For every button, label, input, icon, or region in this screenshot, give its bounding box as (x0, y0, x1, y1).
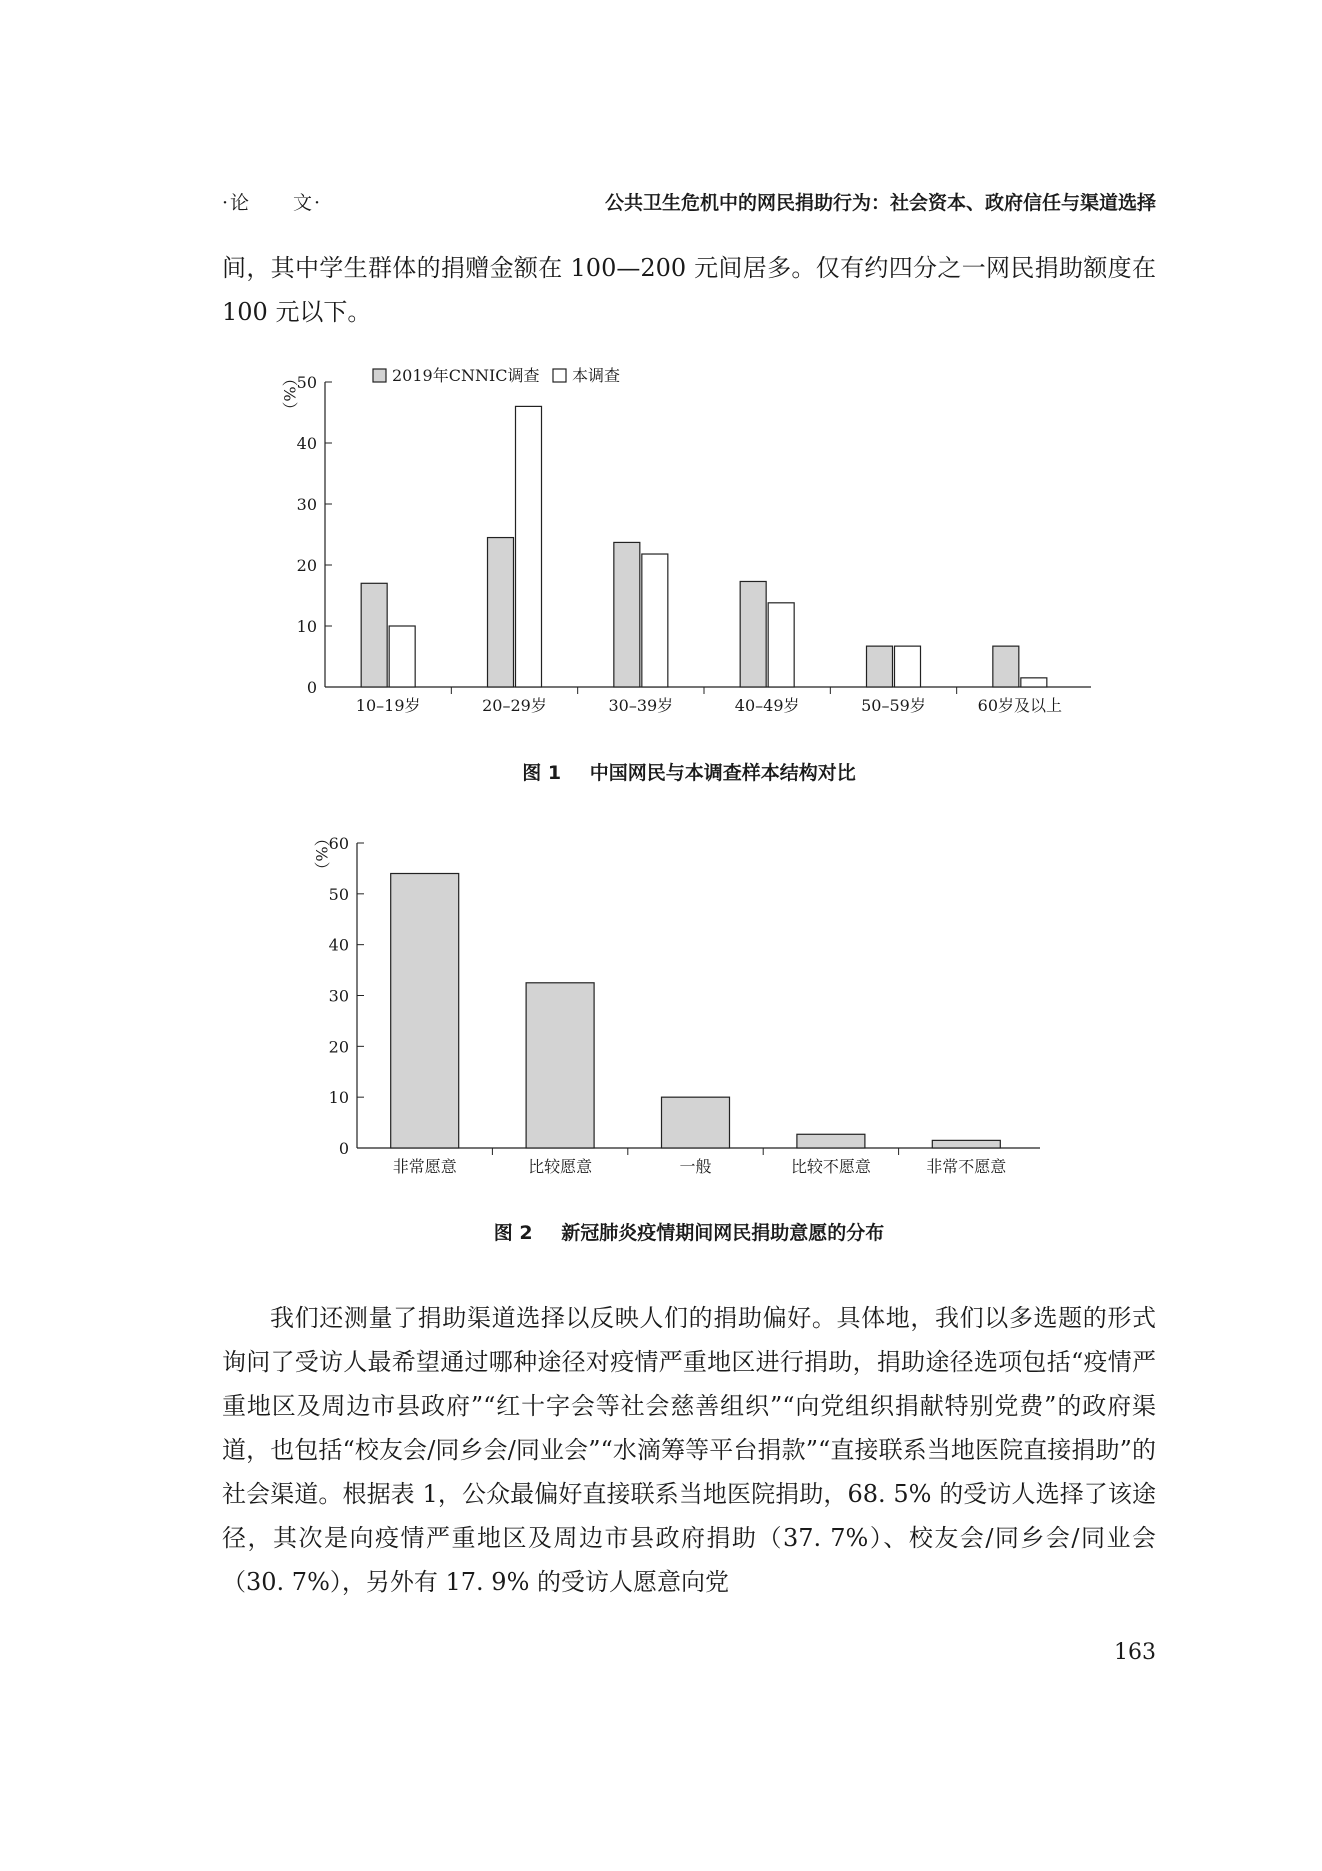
x-tick-label: 30–39岁 (608, 696, 674, 715)
y-tick-label: 20 (328, 1037, 349, 1057)
legend-label-survey: 本调查 (572, 366, 621, 385)
x-tick-label: 50–59岁 (861, 696, 926, 715)
bar (932, 1140, 1000, 1148)
x-tick-label: 10–19岁 (355, 696, 421, 715)
y-tick-label: 60 (328, 834, 349, 853)
bar (797, 1134, 865, 1148)
y-tick-label: 50 (328, 884, 349, 904)
y-tick-label: 40 (328, 935, 349, 955)
paragraph-2: 我们还测量了捐助渠道选择以反映人们的捐助偏好。具体地，我们以多选题的形式询问了受访人最希望通过哪种途径对疫情严重地区进行捐助，捐助途径选项包括“疫情严重地区及周边市县政府”“红十字会等社会慈善组织”“向党组织捐献特别党费”的政府渠道，也包括“校友会/同乡会/同业会”“水滴筹等平台捐款”“直接联系当地医院直接捐助”的社会渠道。根据表 1，公众最偏好直接联系当地医院捐助，68. 5% 的受访人选择了该途径，其次是向疫情严重地区及周边市县政府捐助（37. 7%）、校友会/同乡会/同业会（30. 7%），另外有 17. 9% 的受访人愿意向党 (222, 1304, 1156, 1596)
x-tick-label: 比较愿意 (528, 1157, 593, 1176)
y-tick-label: 30 (296, 495, 317, 514)
bar (662, 1097, 730, 1148)
y-tick-label: 50 (296, 373, 317, 392)
figure-1-title: 中国网民与本调查样本结构对比 (589, 762, 856, 784)
y-tick-label: 0 (338, 1139, 349, 1158)
paragraph-1: 间，其中学生群体的捐赠金额在 100—200 元间居多。仅有约四分之一网民捐助额度在 100 元以下。 (222, 254, 1156, 326)
y-axis-label: （%） (312, 830, 331, 878)
x-tick-label: 非常愿意 (392, 1157, 457, 1176)
running-title: 公共卫生危机中的网民捐助行为：社会资本、政府信任与渠道选择 (604, 192, 1156, 214)
y-tick-label: 30 (328, 986, 349, 1006)
x-tick-label: 非常不愿意 (926, 1157, 1007, 1176)
y-tick-label: 0 (306, 678, 317, 697)
x-tick-label: 60岁及以上 (977, 696, 1063, 715)
y-axis-label: （%） (280, 370, 299, 418)
legend-label-cnnic: 2019年CNNIC调查 (392, 366, 540, 385)
bar (526, 983, 594, 1148)
x-tick-label: 一般 (679, 1157, 712, 1176)
figure-2-number: 图 2 (493, 1222, 533, 1244)
x-tick-label: 20–29岁 (482, 696, 547, 715)
y-tick-label: 10 (296, 617, 317, 636)
page-number: 163 (1114, 1640, 1156, 1665)
figure-2-caption (222, 1218, 1156, 1245)
figure-1-number: 图 1 (522, 762, 562, 784)
y-tick-label: 40 (296, 434, 317, 453)
x-tick-label: 40–49岁 (734, 696, 800, 715)
section-label: ·论 文· (222, 192, 323, 214)
y-tick-label: 10 (328, 1088, 349, 1108)
bar (391, 874, 459, 1149)
figure-2-title: 新冠肺炎疫情期间网民捐助意愿的分布 (561, 1222, 885, 1244)
x-tick-label: 比较不愿意 (790, 1157, 871, 1176)
y-tick-label: 20 (296, 556, 317, 575)
